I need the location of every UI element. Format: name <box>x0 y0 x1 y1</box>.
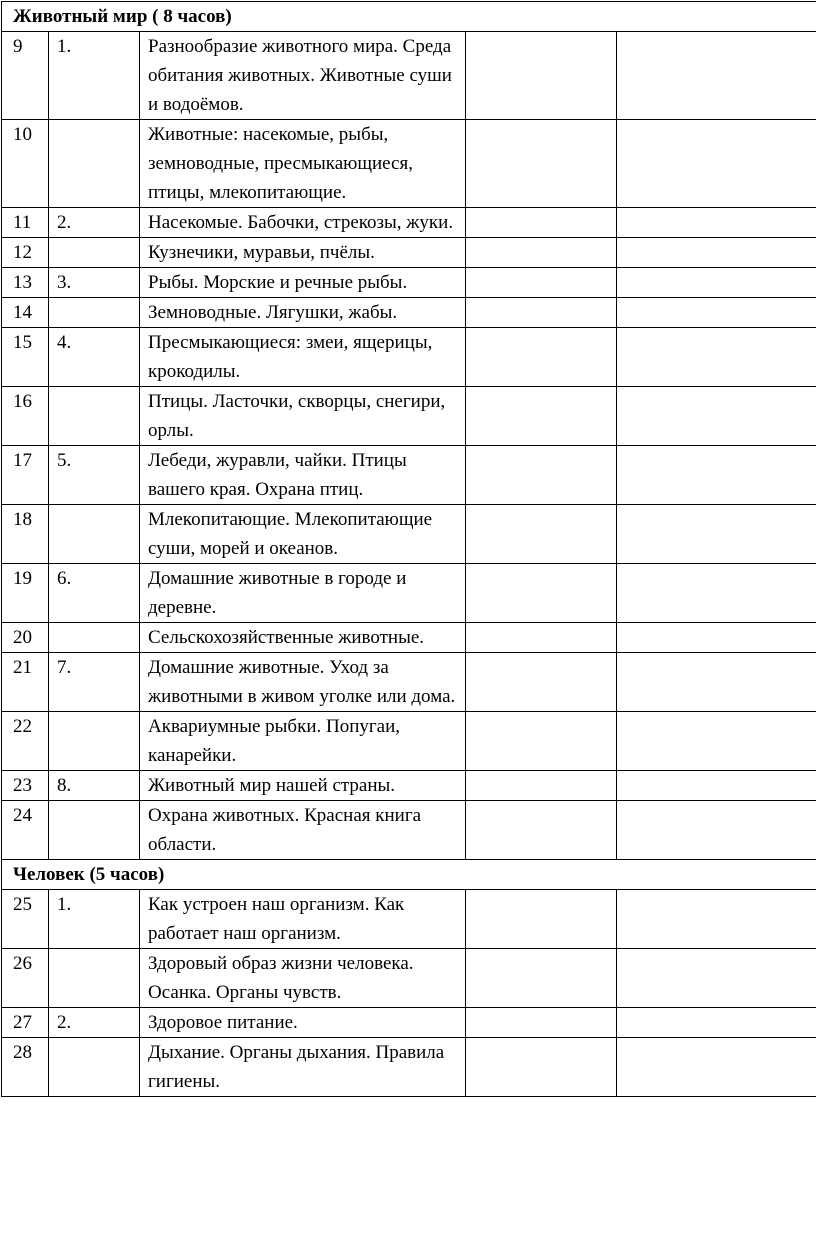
table-row <box>2 564 816 623</box>
topic-cell: Как устроен наш организм. Как работает наш организм. <box>140 890 466 949</box>
notes-cell <box>617 446 816 505</box>
topic-cell: Насекомые. Бабочки, стрекозы, жуки. <box>140 208 466 238</box>
date-cell <box>466 712 617 771</box>
table-row <box>2 801 816 860</box>
lesson-plan-body <box>2 2 816 1097</box>
lesson-number-cell: 14 <box>2 298 49 328</box>
notes-cell <box>617 1038 816 1097</box>
topic-number-cell <box>49 712 140 771</box>
lesson-number-cell: 24 <box>2 801 49 860</box>
table-row <box>2 949 816 1008</box>
topic-cell: Домашние животные. Уход за животными в живом уголке или дома. <box>140 653 466 712</box>
notes-cell <box>617 890 816 949</box>
date-cell <box>466 623 617 653</box>
lesson-number-cell: 16 <box>2 387 49 446</box>
notes-cell <box>617 771 816 801</box>
notes-cell <box>617 653 816 712</box>
topic-cell: Млекопитающие. Млекопитающие суши, морей и океанов. <box>140 505 466 564</box>
table-row <box>2 328 816 387</box>
lesson-number-cell: 10 <box>2 120 49 208</box>
topic-cell: Земноводные. Лягушки, жабы. <box>140 298 466 328</box>
table-row <box>2 653 816 712</box>
lesson-number-cell: 9 <box>2 32 49 120</box>
lesson-number-cell: 25 <box>2 890 49 949</box>
date-cell <box>466 387 617 446</box>
table-row <box>2 208 816 238</box>
topic-cell: Животный мир нашей страны. <box>140 771 466 801</box>
topic-cell: Рыбы. Морские и речные рыбы. <box>140 268 466 298</box>
date-cell <box>466 32 617 120</box>
table-row <box>2 387 816 446</box>
date-cell <box>466 298 617 328</box>
lesson-number-cell: 19 <box>2 564 49 623</box>
notes-cell <box>617 505 816 564</box>
section-title: Животный мир ( 8 часов) <box>2 2 816 32</box>
date-cell <box>466 801 617 860</box>
topic-number-cell <box>49 298 140 328</box>
date-cell <box>466 208 617 238</box>
lesson-number-cell: 28 <box>2 1038 49 1097</box>
notes-cell <box>617 32 816 120</box>
topic-number-cell <box>49 801 140 860</box>
topic-cell: Разнообразие животного мира. Среда обитания животных. Животные суши и водоёмов. <box>140 32 466 120</box>
lesson-number-cell: 22 <box>2 712 49 771</box>
table-row <box>2 623 816 653</box>
table-row <box>2 712 816 771</box>
lesson-number-cell: 18 <box>2 505 49 564</box>
topic-number-cell <box>49 1038 140 1097</box>
topic-number-cell <box>49 387 140 446</box>
lesson-number-cell: 21 <box>2 653 49 712</box>
topic-cell: Охрана животных. Красная книга области. <box>140 801 466 860</box>
notes-cell <box>617 564 816 623</box>
table-row <box>2 298 816 328</box>
table-row <box>2 268 816 298</box>
lesson-number-cell: 13 <box>2 268 49 298</box>
notes-cell <box>617 208 816 238</box>
topic-cell: Кузнечики, муравьи, пчёлы. <box>140 238 466 268</box>
topic-number-cell <box>49 120 140 208</box>
table-row <box>2 32 816 120</box>
lesson-number-cell: 26 <box>2 949 49 1008</box>
topic-cell: Птицы. Ласточки, скворцы, снегири, орлы. <box>140 387 466 446</box>
date-cell <box>466 890 617 949</box>
topic-cell: Пресмыкающиеся: змеи, ящерицы, крокодилы. <box>140 328 466 387</box>
lesson-number-cell: 17 <box>2 446 49 505</box>
topic-cell: Лебеди, журавли, чайки. Птицы вашего края. Охрана птиц. <box>140 446 466 505</box>
lesson-number-cell: 11 <box>2 208 49 238</box>
notes-cell <box>617 238 816 268</box>
topic-number-cell: 1. <box>49 890 140 949</box>
date-cell <box>466 949 617 1008</box>
section-title: Человек (5 часов) <box>2 860 816 890</box>
lesson-number-cell: 15 <box>2 328 49 387</box>
lesson-number-cell: 23 <box>2 771 49 801</box>
table-row <box>2 1038 816 1097</box>
notes-cell <box>617 623 816 653</box>
date-cell <box>466 120 617 208</box>
topic-number-cell: 4. <box>49 328 140 387</box>
topic-cell: Сельскохозяйственные животные. <box>140 623 466 653</box>
table-row <box>2 890 816 949</box>
topic-number-cell: 3. <box>49 268 140 298</box>
topic-number-cell: 7. <box>49 653 140 712</box>
lesson-number-cell: 27 <box>2 1008 49 1038</box>
table-row <box>2 238 816 268</box>
notes-cell <box>617 712 816 771</box>
table-row <box>2 505 816 564</box>
date-cell <box>466 1008 617 1038</box>
lesson-number-cell: 20 <box>2 623 49 653</box>
topic-number-cell: 2. <box>49 1008 140 1038</box>
section-header-row <box>2 2 816 32</box>
topic-number-cell <box>49 238 140 268</box>
topic-number-cell <box>49 949 140 1008</box>
topic-number-cell <box>49 505 140 564</box>
topic-number-cell: 5. <box>49 446 140 505</box>
lesson-number-cell: 12 <box>2 238 49 268</box>
notes-cell <box>617 801 816 860</box>
date-cell <box>466 446 617 505</box>
topic-cell: Животные: насекомые, рыбы, земноводные, пресмыкающиеся, птицы, млекопитающие. <box>140 120 466 208</box>
topic-number-cell <box>49 623 140 653</box>
date-cell <box>466 328 617 387</box>
topic-cell: Аквариумные рыбки. Попугаи, канарейки. <box>140 712 466 771</box>
notes-cell <box>617 949 816 1008</box>
table-row <box>2 446 816 505</box>
date-cell <box>466 653 617 712</box>
notes-cell <box>617 120 816 208</box>
date-cell <box>466 505 617 564</box>
date-cell <box>466 268 617 298</box>
topic-cell: Дыхание. Органы дыхания. Правила гигиены. <box>140 1038 466 1097</box>
notes-cell <box>617 1008 816 1038</box>
notes-cell <box>617 268 816 298</box>
topic-number-cell: 2. <box>49 208 140 238</box>
lesson-plan-table <box>1 1 816 1097</box>
topic-cell: Домашние животные в городе и деревне. <box>140 564 466 623</box>
date-cell <box>466 1038 617 1097</box>
date-cell <box>466 564 617 623</box>
table-row <box>2 771 816 801</box>
topic-number-cell: 6. <box>49 564 140 623</box>
notes-cell <box>617 298 816 328</box>
notes-cell <box>617 387 816 446</box>
table-row <box>2 120 816 208</box>
topic-cell: Здоровый образ жизни человека. Осанка. Органы чувств. <box>140 949 466 1008</box>
topic-cell: Здоровое питание. <box>140 1008 466 1038</box>
date-cell <box>466 238 617 268</box>
table-row <box>2 1008 816 1038</box>
date-cell <box>466 771 617 801</box>
notes-cell <box>617 328 816 387</box>
section-header-row <box>2 860 816 890</box>
topic-number-cell: 1. <box>49 32 140 120</box>
topic-number-cell: 8. <box>49 771 140 801</box>
